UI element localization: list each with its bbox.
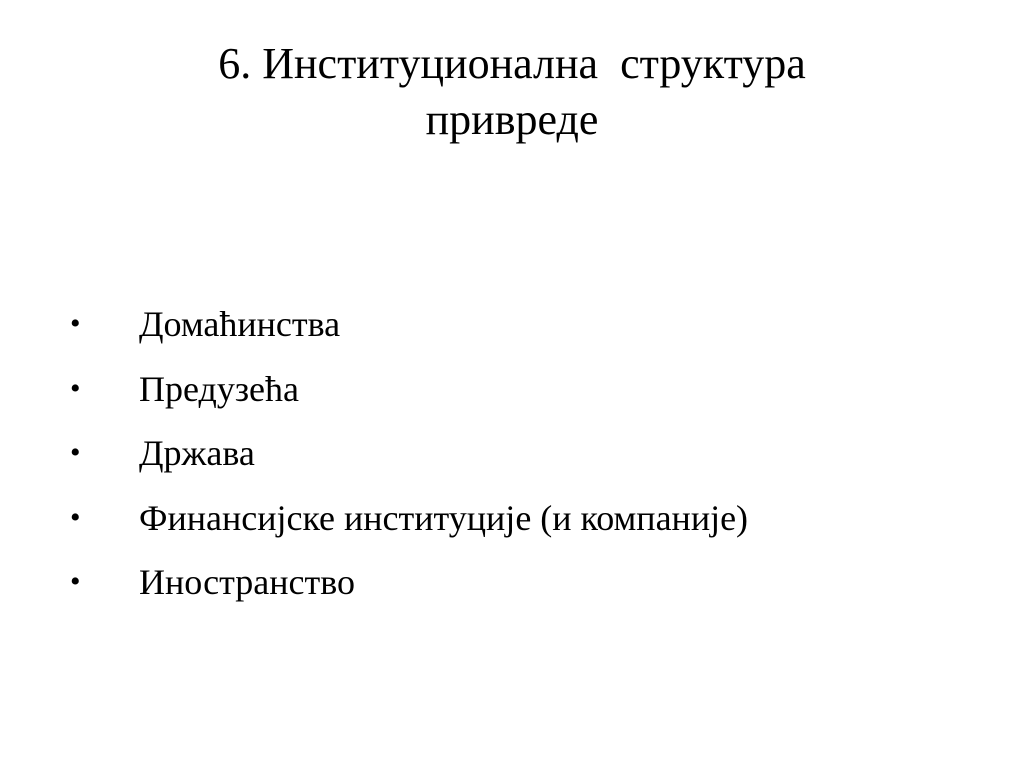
bullet-item-enterprises bbox=[0, 357, 1024, 422]
bullet-item-state bbox=[0, 421, 1024, 486]
slide-title-line-2: привреде bbox=[425, 95, 599, 144]
bullet-icon: • bbox=[70, 436, 81, 469]
bullet-icon: • bbox=[70, 307, 81, 340]
bullet-icon: • bbox=[70, 500, 81, 534]
bullet-text: Иностранство bbox=[139, 562, 356, 602]
bullet-text: Финансијске институције (и компаније) bbox=[139, 497, 749, 538]
bullet-item-foreign-sector bbox=[0, 550, 1024, 615]
bullet-text: Домаћинства bbox=[139, 304, 341, 344]
slide-title bbox=[0, 36, 1024, 148]
bullet-icon: • bbox=[70, 371, 81, 405]
bullet-text: Предузећа bbox=[139, 368, 299, 409]
bullet-text: Држава bbox=[139, 433, 255, 473]
bullet-icon: • bbox=[70, 565, 81, 598]
bullet-list bbox=[0, 292, 1024, 615]
bullet-item-households bbox=[0, 292, 1024, 357]
bullet-item-financial-institutions bbox=[0, 486, 1024, 551]
slide-title-line-1: 6. Институционална структура bbox=[218, 39, 806, 88]
